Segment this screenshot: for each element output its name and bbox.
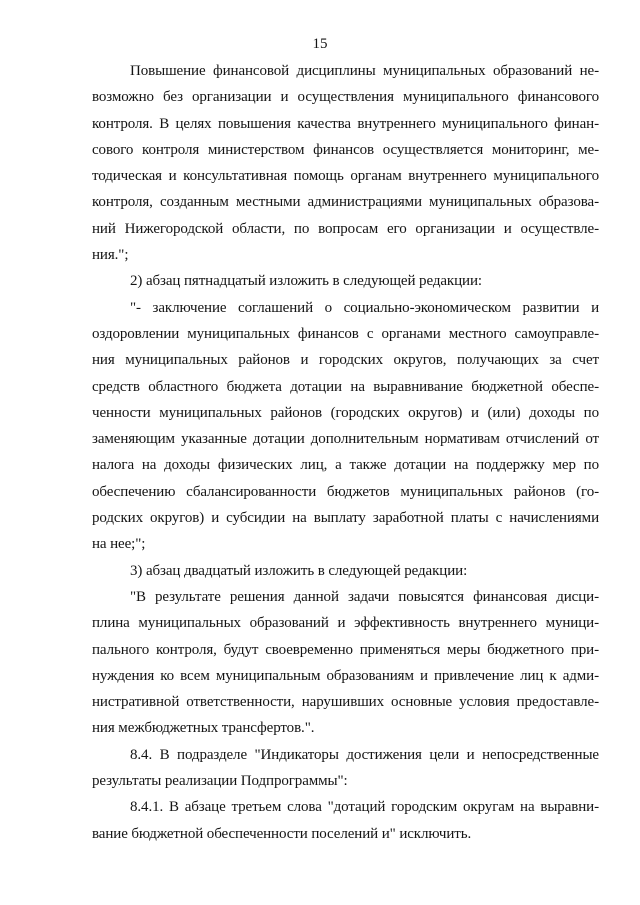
text-line: результаты реализации Подпрограммы": [92, 773, 348, 790]
text-line: ния муниципальных районов и городских округов, получающих за счет [92, 352, 599, 369]
text-line: возможно без организации и осуществления муниципального финансового [92, 89, 599, 106]
text-line: "В результате решения данной задачи повысятся финансовая дисци- [130, 588, 599, 605]
text-line: налога на доходы физических лиц, а также дотации на поддержку мер по [92, 457, 599, 474]
text-line: Повышение финансовой дисциплины муниципальных образований не- [130, 63, 599, 79]
text-line: плина муниципальных образований и эффективность внутреннего муници- [92, 615, 599, 632]
text-line: ния."; [92, 247, 129, 264]
text-line: на нее;"; [92, 536, 146, 553]
text-line: средств областного бюджета дотации на выравнивание бюджетной обеспе- [92, 378, 599, 395]
text-line: обеспечению сбалансированности бюджетов муниципальных районов (го- [92, 483, 599, 500]
text-line: 2) абзац пятнадцатый изложить в следующей редакции: [130, 273, 482, 290]
text-line: вание бюджетной обеспеченности поселений и" исключить. [92, 825, 472, 842]
text-line: 3) абзац двадцатый изложить в следующей редакции: [130, 562, 468, 579]
text-line: заменяющим указанные дотации дополнительным нормативам отчислений от [92, 431, 599, 448]
text-line: родских округов) и субсидии на выплату заработной платы с начислениями [92, 510, 599, 527]
text-line: ний Нижегородской области, по вопросам его организации и осуществле- [92, 220, 599, 237]
text-line: пального контроля, будут своевременно применяться меры бюджетного при- [92, 641, 599, 658]
text-line: сового контроля министерством финансов осуществляется мониторинг, ме- [92, 141, 599, 158]
paragraph [92, 58, 599, 268]
text-line: тодическая и консультативная помощь органам внутреннего муниципального [92, 168, 599, 185]
paragraph [92, 558, 599, 584]
text-line: контроля. В целях повышения качества внутреннего муниципального финан- [92, 115, 599, 132]
paragraph [92, 794, 599, 847]
page-number: 15 [312, 36, 328, 52]
text-line: 8.4. В подразделе "Индикаторы достижения цели и непосредственные [130, 746, 599, 763]
paragraph [92, 584, 599, 742]
text-line: оздоровлении муниципальных финансов с органами местного самоуправле- [92, 325, 599, 342]
text-line: 8.4.1. В абзаце третьем слова "дотаций городским округам на выравни- [130, 799, 599, 816]
text-line: "- заключение соглашений о социально-экономическом развитии и [130, 299, 599, 316]
text-line: контроля, созданным местными администрациями муниципальных образова- [92, 194, 599, 211]
text-line: нистративной ответственности, нарушивших основные условия предоставле- [92, 694, 599, 711]
paragraph [92, 295, 599, 558]
text-line: ченности муниципальных районов (городских округов) и (или) доходы по [92, 404, 599, 421]
paragraph [92, 268, 599, 294]
text-line: ния межбюджетных трансфертов.". [92, 720, 315, 737]
text-line: нуждения ко всем муниципальным образованиям и привлечение лиц к адми- [92, 667, 599, 684]
document-body [92, 58, 599, 847]
paragraph [92, 742, 599, 795]
